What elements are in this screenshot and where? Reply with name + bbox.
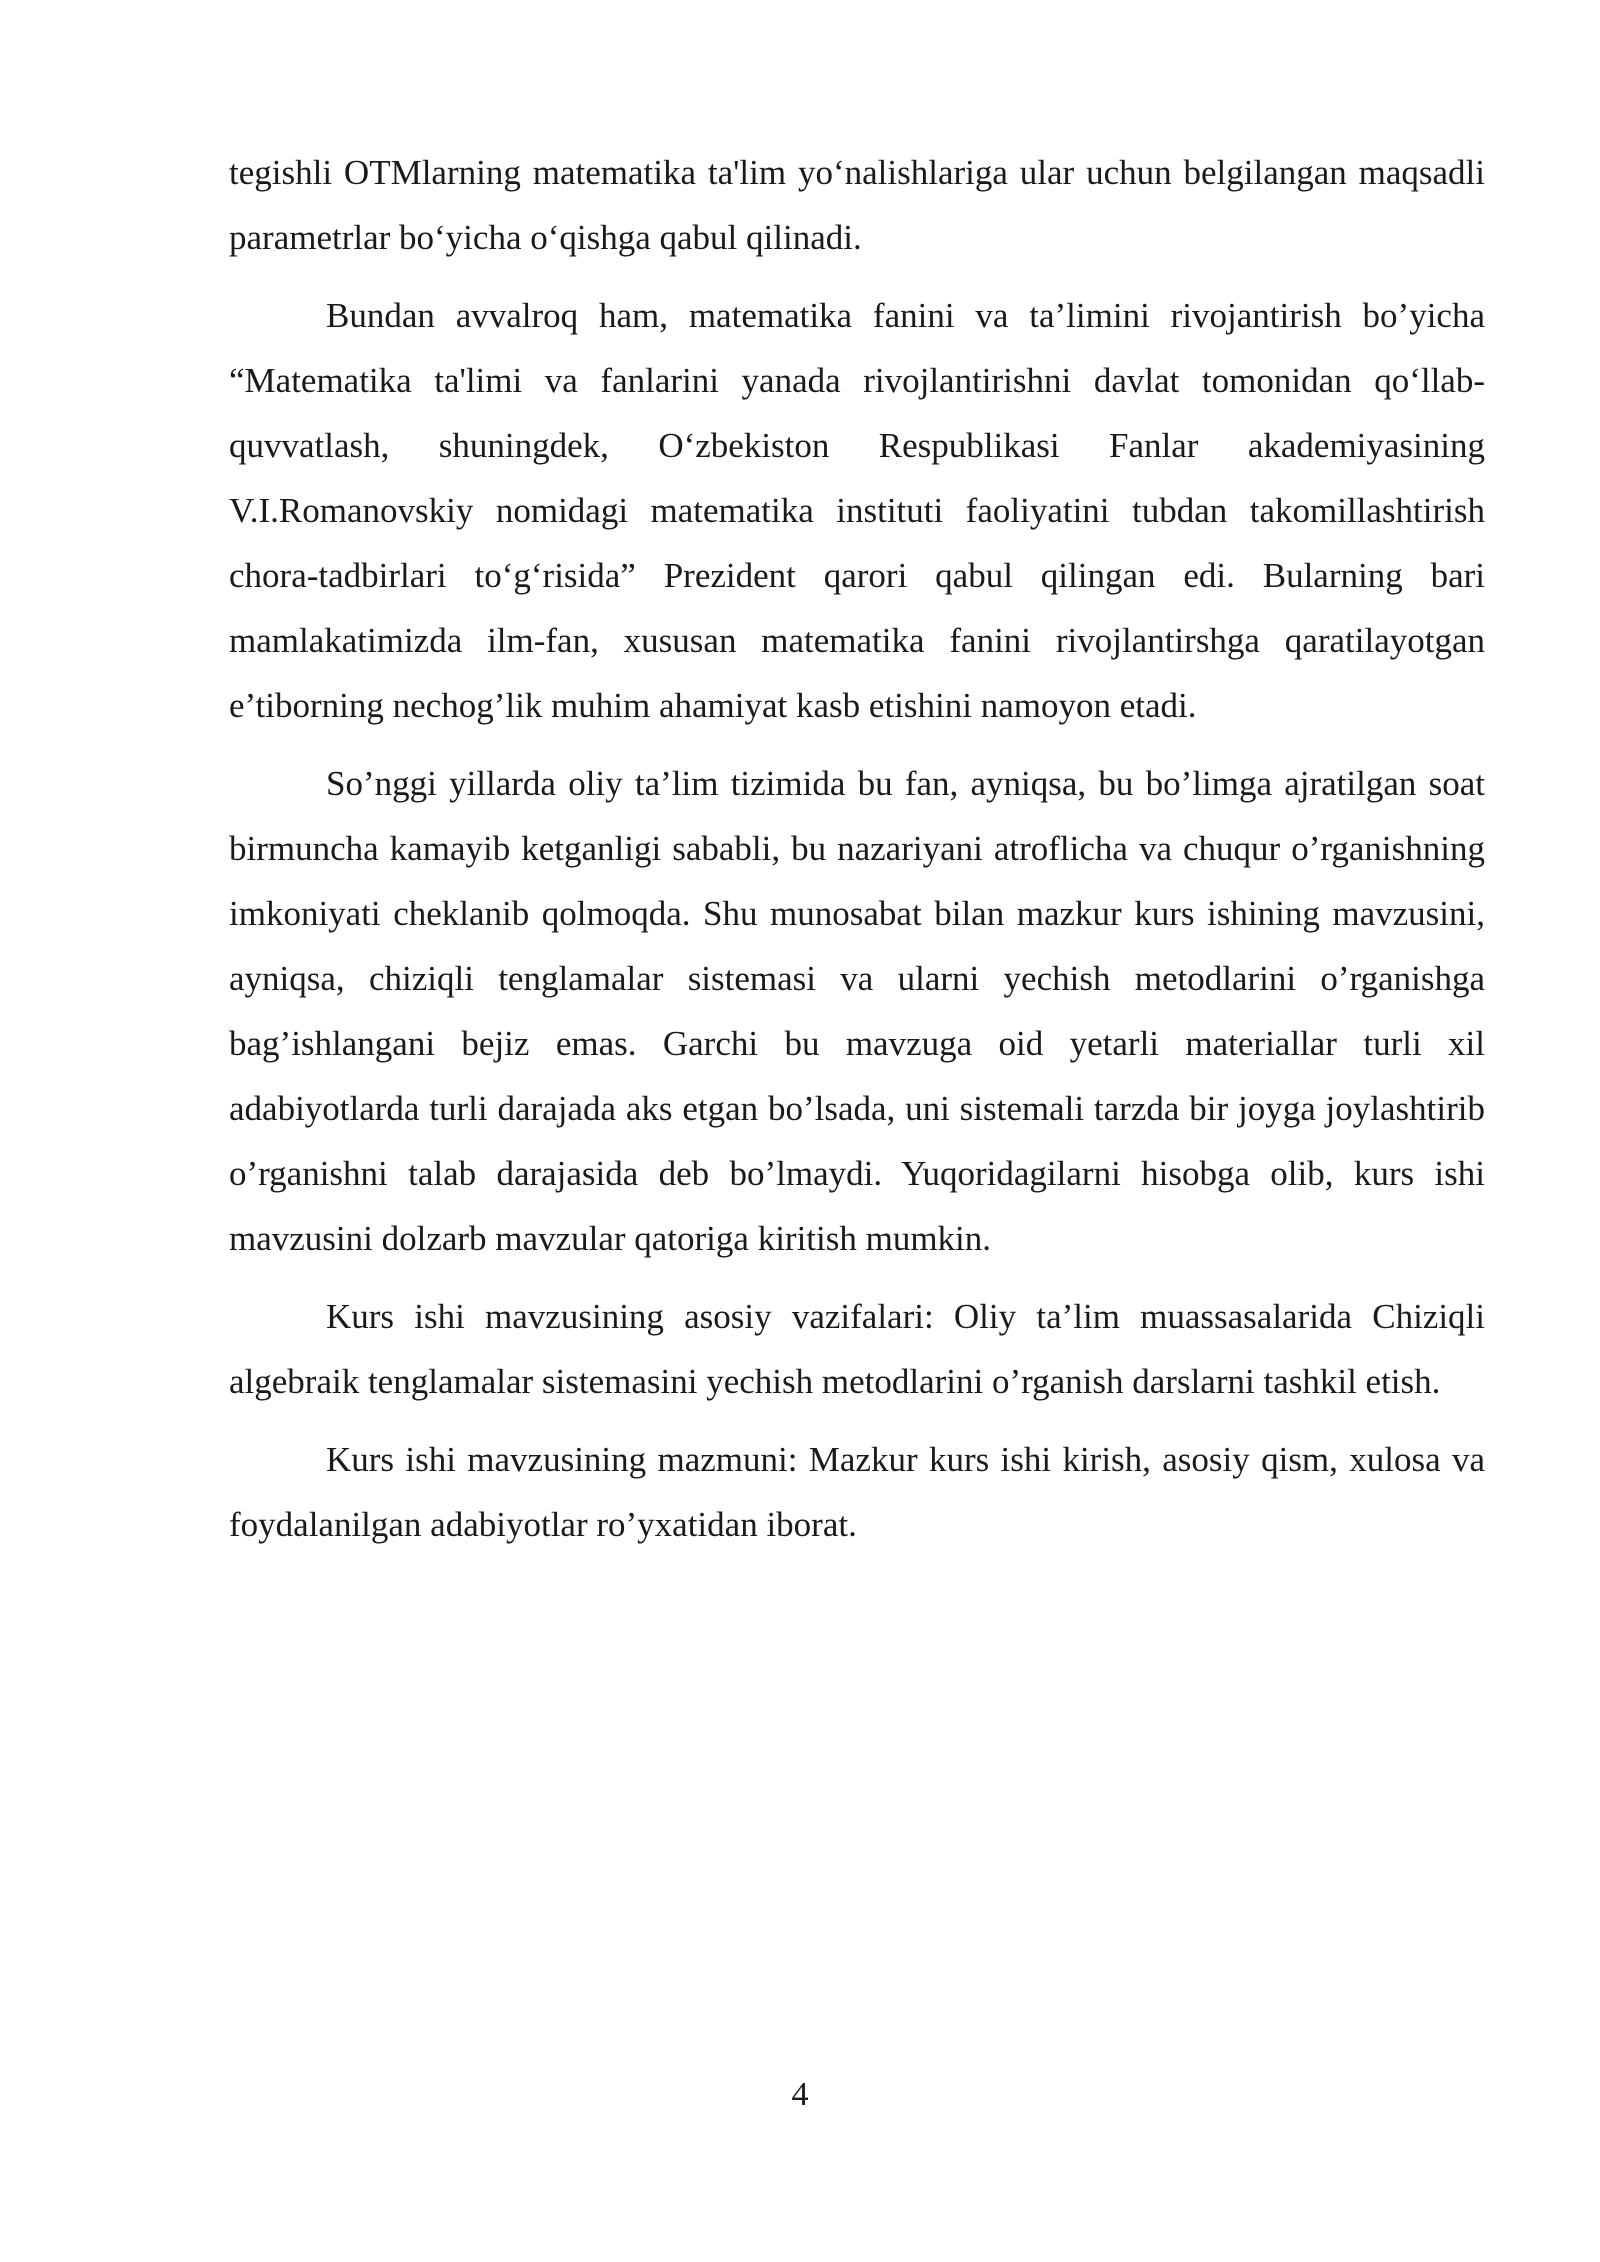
paragraph-continuation: tegishli OTMlarning matematika ta'lim yo‘nalishlariga ular uchun belgilangan maqsadli parametrlar bo‘yicha o‘qishga qabul qilinadi. xyxy=(229,153,1485,257)
paragraph-relevance: So’nggi yillarda oliy ta’lim tizimida bu fan, ayniqsa, bu bo’limga ajratilgan soat birmuncha kamayib ketganligi sababli, bu nazariyani atroflicha va chuqur o’rganishning imkoniyati cheklanib qolmoqda. Shu munosabat bilan mazkur kurs ishining mavzusini, ayniqsa, chiziqli tenglamalar sistemasi va ularni yechish metodlarini o’rganishga bag’ishlangani bejiz emas. Garchi bu mavzuga oid yetarli materiallar turli xil adabiyotlarda turli darajada aks etgan bo’lsada, uni sistemali tarzda bir joyga joylashtirib o’rganishni talab darajasida deb bo’lmaydi. Yuqoridagilarni hisobga olib, kurs ishi mavzusini dolzarb mavzular qatoriga kiritish mumkin. xyxy=(229,764,1485,1258)
body-text xyxy=(229,140,1485,1557)
paragraph-content: Kurs ishi mavzusining mazmuni: Mazkur kurs ishi kirish, asosiy qism, xulosa va foydalanilgan adabiyotlar ro’yxatidan iborat. xyxy=(229,1440,1485,1544)
paragraph-presidential-decree: Bundan avvalroq ham, matematika fanini va ta’limini rivojantirish bo’yicha “Matematika ta'limi va fanlarini yanada rivojlantirishni davlat tomonidan qo‘llab-quvvatlash, shuningdek, O‘zbekiston Respublikasi Fanlar akademiyasining V.I.Romanovskiy nomidagi matematika instituti faoliyatini tubdan takomillashtirish chora-tadbirlari to‘g‘risida” Prezident qarori qabul qilingan edi. Bularning bari mamlakatimizda ilm-fan, xususan matematika fanini rivojlantirshga qaratilayotgan e’tiborning nechog’lik muhim ahamiyat kasb etishini namoyon etadi. xyxy=(229,296,1485,725)
page-number: 4 xyxy=(791,2076,809,2113)
paragraph-main-tasks: Kurs ishi mavzusining asosiy vazifalari: Oliy ta’lim muassasalarida Chiziqli algebraik tenglamalar sistemasini yechish metodlarini o’rganish darslarni tashkil etish. xyxy=(229,1297,1485,1401)
